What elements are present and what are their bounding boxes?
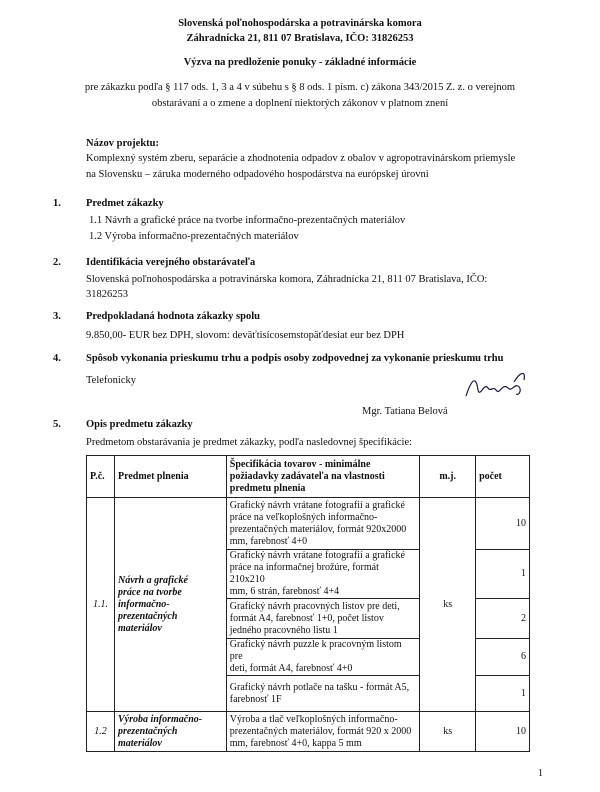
spec-line: prezentačných materiálov, formát 920x2000 (229, 523, 407, 535)
section-1-item-1: 1.1 Návrh a grafické práce na tvorbe informačno-prezentačných materiálov (89, 215, 406, 226)
count-cell: 2 (476, 599, 530, 639)
section-4-number: 4. (53, 353, 61, 364)
spec-cell (226, 498, 419, 550)
section-1-number: 1. (53, 198, 61, 209)
spec-line: mm, farebnosť 4+0, kappa 5 mm (229, 737, 362, 749)
section-2-line-1: Slovenská poľnohospodárska a potravinárska komora, Záhradnícka 21, 811 07 Bratislava, IČO: (86, 274, 488, 285)
handwritten-signature (462, 368, 532, 404)
group-2-unit: ks (420, 712, 476, 752)
group-2-name-line-3: materiálov (117, 737, 162, 749)
spec-cell (226, 599, 419, 639)
group-1-name-line-4: prezentačných (117, 610, 178, 622)
spec-line: Grafický návrh pracovných listov pre deti, (229, 600, 400, 612)
spec-cell (226, 712, 419, 752)
spec-line: Grafický návrh puzzle k pracovným listom pre (229, 639, 402, 662)
count-cell: 10 (476, 712, 530, 752)
section-3-text: 9.850,00- EUR bez DPH, slovom: deväťtisícosemstopäťdesiat eur bez DPH (86, 330, 405, 341)
project-name-line-2: na Slovensku – záruka moderného odpadového hospodárstva na európskej úrovni (86, 169, 429, 180)
group-1-name-line-5: materiálov (117, 622, 162, 634)
group-1-unit: ks (420, 498, 476, 712)
header-spec-line-1: Špecifikácia tovarov - minimálne (229, 458, 371, 470)
header-spec (226, 456, 419, 498)
signatory-name: Mgr. Tatiana Belová (362, 406, 448, 417)
document-title: Výzva na predloženie ponuky - základné informácie (183, 57, 417, 68)
count-cell: 1 (476, 550, 530, 599)
section-4-text: Telefonicky (86, 375, 136, 386)
table-row (87, 498, 530, 550)
table-row (87, 712, 530, 752)
group-2-pc: 1.2 (87, 712, 115, 752)
section-3-title: Predpokladaná hodnota zákazky spolu (86, 311, 260, 322)
spec-line: Grafický návrh potlače na tašku - formát A5, (229, 681, 410, 693)
group-2-name-line-1: Výroba informačno- (117, 713, 203, 725)
header-spec-line-3: predmetu plnenia (229, 482, 306, 494)
spec-line: Výroba a tlač veľkoplošných informačno- (229, 713, 398, 725)
spec-line: formát A4, farebnosť 1+0, počet listov (229, 612, 384, 624)
section-5-text: Predmetom obstarávania je predmet zákazky, podľa nasledovnej špecifikácie: (86, 437, 413, 448)
section-2-title: Identifikácia verejného obstarávateľa (86, 257, 256, 268)
table-header-row (87, 456, 530, 498)
page-number: 1 (538, 768, 543, 779)
org-name: Slovenská poľnohospodárska a potravinárska komora (178, 18, 422, 29)
count-cell: 1 (476, 676, 530, 712)
spec-cell (226, 676, 419, 712)
spec-line: Grafický návrh vrátane fotografií a grafické (229, 499, 405, 511)
section-5-title: Opis predmetu zákazky (86, 419, 193, 430)
group-1-name-line-2: práce na tvorbe (117, 586, 182, 598)
group-2-name-line-2: prezentačných (117, 725, 178, 737)
spec-line: jedného pracovného listu 1 (229, 624, 338, 636)
specification-table (86, 455, 530, 752)
group-1-name (114, 498, 226, 712)
spec-line: práce na veľkoplošných informačno- (229, 511, 378, 523)
spec-line: práce na informačnej brožúre, formát 210x210 (229, 562, 379, 585)
header-pc: P.č. (87, 456, 115, 498)
section-3-number: 3. (53, 311, 61, 322)
section-2-line-2: 31826253 (86, 289, 128, 300)
header-spec-line-2: požiadavky zadávateľa na vlastnosti (229, 470, 385, 482)
section-4-title: Spôsob vykonania prieskumu trhu a podpis osoby zodpovednej za vykonanie prieskumu trhu (86, 353, 504, 364)
group-2-name (114, 712, 226, 752)
spec-line: deti, formát A4, farebnosť 4+0 (229, 663, 353, 674)
intro-line-1: pre zákazku podľa § 117 ods. 1, 3 a 4 v súbehu s § 8 ods. 1 písm. c) zákona 343/2015 Z. z. o verejnom (84, 82, 516, 93)
section-5-number: 5. (53, 419, 61, 430)
header-item: Predmet plnenia (114, 456, 226, 498)
intro-line-2: obstarávaní a o zmene a doplnení niektorých zákonov v platnom znení (151, 98, 449, 109)
spec-line: Grafický návrh vrátane fotografií a grafické (229, 550, 405, 561)
project-name-line-1: Komplexný systém zberu, separácie a zhodnotenia odpadov z obalov v agropotravinárskom priemysle (86, 153, 516, 164)
count-cell: 10 (476, 498, 530, 550)
section-2-number: 2. (53, 257, 61, 268)
section-1-item-2: 1.2 Výroba informačno-prezentačných materiálov (89, 231, 299, 242)
spec-cell (226, 639, 419, 676)
project-label: Názov projektu: (86, 138, 160, 149)
count-cell: 6 (476, 639, 530, 676)
header-count: počet (476, 456, 530, 498)
org-address: Záhradnícka 21, 811 07 Bratislava, IČO: 31826253 (186, 33, 414, 44)
spec-cell (226, 550, 419, 599)
spec-line: farebnosť 1F (229, 693, 282, 705)
group-1-name-line-1: Návrh a grafické (117, 574, 188, 586)
spec-line: prezentačných materiálov, formát 920 x 2000 (229, 725, 412, 737)
group-1-pc: 1.1. (87, 498, 115, 712)
header-unit: m.j. (420, 456, 476, 498)
spec-line: mm, 6 strán, farebnosť 4+4 (229, 586, 340, 597)
group-1-name-line-3: informačno- (117, 598, 170, 610)
section-1-title: Predmet zákazky (86, 198, 164, 209)
spec-line: mm, farebnosť 4+0 (229, 535, 308, 547)
